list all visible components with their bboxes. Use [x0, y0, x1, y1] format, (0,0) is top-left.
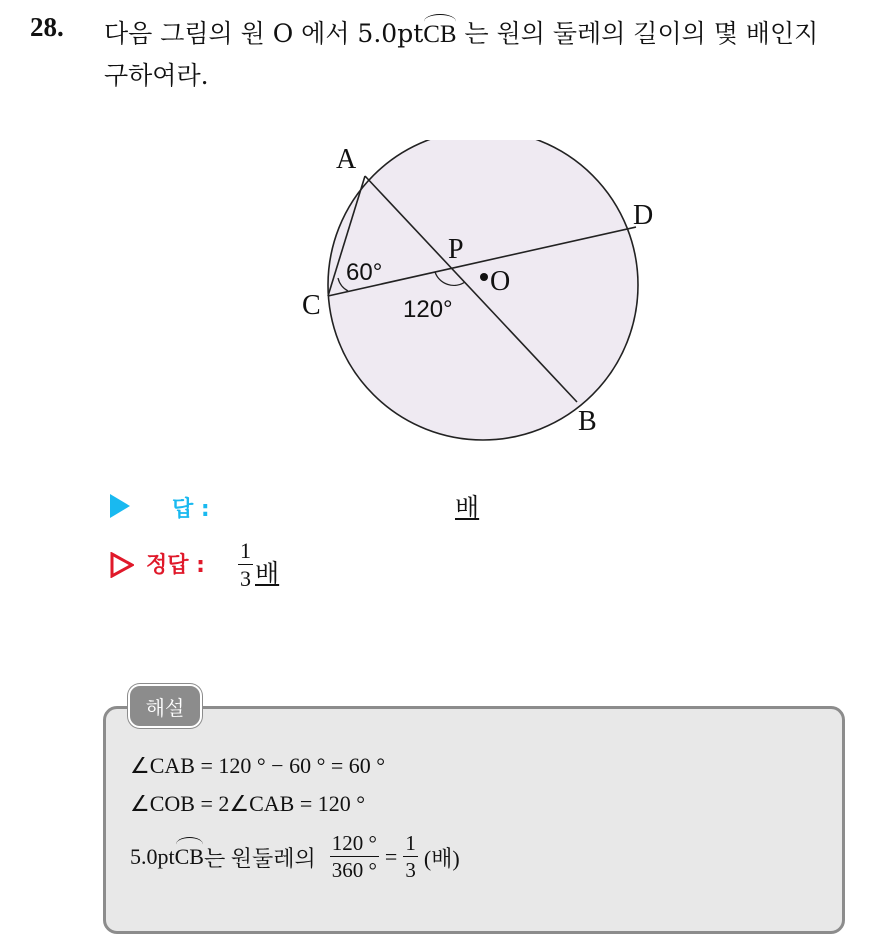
angle-label-60: 60°: [346, 259, 383, 286]
circle-figure: [290, 140, 670, 450]
correct-fraction: [238, 540, 253, 590]
filled-triangle-icon: [110, 494, 130, 518]
question-text-part1: 다음 그림의 원 O 에서 5.0pt: [104, 19, 424, 48]
arc-cb-label: CB: [423, 21, 457, 48]
solution-line3-suffix: (배): [423, 845, 460, 871]
answer-blank[interactable]: 배: [455, 493, 480, 522]
point-label-p: P: [448, 234, 464, 265]
correct-answer-label: 정답 :: [146, 553, 205, 578]
point-label-c: C: [302, 290, 321, 321]
solution-fraction-2: [403, 833, 418, 881]
correct-denominator: 3: [240, 566, 251, 591]
solution-box: [103, 706, 845, 934]
solution-tab: 해설: [128, 684, 202, 728]
solution-line3-mid: 는 원둘레의: [203, 845, 316, 871]
outline-triangle-icon: [110, 552, 134, 578]
solution-equals: =: [384, 844, 398, 869]
question-text-line2: 구하여라.: [104, 61, 209, 90]
correct-unit: 배: [255, 559, 280, 588]
correct-numerator: 1: [240, 538, 251, 563]
point-label-d: D: [633, 200, 654, 231]
correct-answer-value: [238, 540, 279, 590]
solution-line-1: ∠CAB = 120 ° − 60 ° = 60 °: [130, 753, 386, 778]
solution-frac2-num: 1: [405, 831, 416, 855]
question-text-part2: 는 원의 둘레의 길이의 몇 배인지: [456, 19, 819, 48]
solution-fraction-1: [330, 833, 379, 881]
solution-frac2-den: 3: [405, 858, 416, 882]
point-label-a: A: [336, 144, 357, 175]
answer-label: 답 :: [172, 497, 210, 522]
question-text: [104, 14, 818, 50]
question-number: 28.: [30, 12, 64, 42]
solution-arc-cb: CB: [174, 844, 204, 869]
center-dot-o: [480, 273, 488, 281]
point-label-b: B: [578, 406, 597, 437]
angle-label-120: 120°: [403, 296, 453, 323]
solution-line3-prefix: 5.0pt: [130, 844, 175, 869]
solution-line-3: [130, 833, 460, 881]
solution-frac1-den: 360 °: [331, 858, 377, 882]
solution-frac1-num: 120 °: [331, 831, 377, 855]
point-label-o: O: [490, 266, 511, 297]
solution-line-2: ∠COB = 2∠CAB = 120 °: [130, 791, 366, 816]
